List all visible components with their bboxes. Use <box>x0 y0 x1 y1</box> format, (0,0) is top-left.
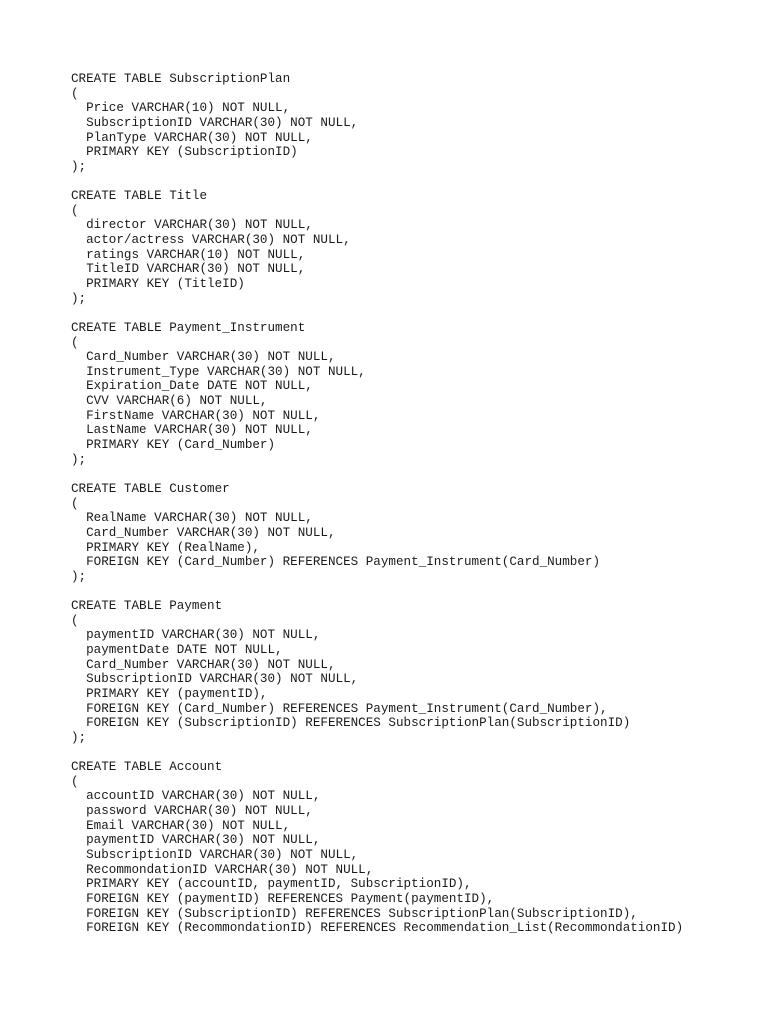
code-line: CREATE TABLE Account <box>71 760 223 775</box>
code-line: TitleID VARCHAR(30) NOT NULL, <box>71 262 306 277</box>
code-line: ( <box>71 613 79 628</box>
code-line: paymentDate DATE NOT NULL, <box>71 642 283 657</box>
code-line: PRIMARY KEY (accountID, paymentID, SubscriptionID), <box>71 877 472 892</box>
sql-code-block <box>71 72 683 936</box>
code-line <box>71 306 683 321</box>
code-line: RealName VARCHAR(30) NOT NULL, <box>71 511 313 526</box>
code-line: director VARCHAR(30) NOT NULL, <box>71 218 313 233</box>
code-line: RecommondationID VARCHAR(30) NOT NULL, <box>71 862 374 877</box>
code-line: ( <box>71 203 79 218</box>
code-line: ( <box>71 496 79 511</box>
code-line: PRIMARY KEY (paymentID), <box>71 686 268 701</box>
code-line <box>71 745 683 760</box>
code-line: FOREIGN KEY (Card_Number) REFERENCES Payment_Instrument(Card_Number), <box>71 701 608 716</box>
code-line: CREATE TABLE SubscriptionPlan <box>71 72 291 86</box>
code-line: Email VARCHAR(30) NOT NULL, <box>71 818 291 833</box>
code-line: Card_Number VARCHAR(30) NOT NULL, <box>71 657 336 672</box>
code-line: ( <box>71 86 79 101</box>
code-line: Instrument_Type VARCHAR(30) NOT NULL, <box>71 364 366 379</box>
code-line: FOREIGN KEY (RecommondationID) REFERENCES Recommendation_List(RecommondationID) <box>71 921 684 936</box>
code-line: SubscriptionID VARCHAR(30) NOT NULL, <box>71 672 359 687</box>
code-line: Expiration_Date DATE NOT NULL, <box>71 379 313 394</box>
code-line: FOREIGN KEY (SubscriptionID) REFERENCES SubscriptionPlan(SubscriptionID), <box>71 906 638 921</box>
code-line: Card_Number VARCHAR(30) NOT NULL, <box>71 525 336 540</box>
code-line: PRIMARY KEY (Card_Number) <box>71 438 276 453</box>
code-line: ); <box>71 159 87 174</box>
code-line: accountID VARCHAR(30) NOT NULL, <box>71 789 321 804</box>
code-line: ( <box>71 335 79 350</box>
code-line: CREATE TABLE Payment_Instrument <box>71 320 306 335</box>
code-line: paymentID VARCHAR(30) NOT NULL, <box>71 833 321 848</box>
code-line: PRIMARY KEY (SubscriptionID) <box>71 145 298 160</box>
code-line: CREATE TABLE Payment <box>71 599 223 614</box>
code-line: CREATE TABLE Title <box>71 189 208 204</box>
code-line: CREATE TABLE Customer <box>71 481 230 496</box>
code-line: ratings VARCHAR(10) NOT NULL, <box>71 247 306 262</box>
code-line: ); <box>71 569 87 584</box>
code-line: PRIMARY KEY (TitleID) <box>71 276 245 291</box>
code-line: FOREIGN KEY (SubscriptionID) REFERENCES SubscriptionPlan(SubscriptionID) <box>71 716 631 731</box>
code-line: password VARCHAR(30) NOT NULL, <box>71 804 313 819</box>
code-line: Card_Number VARCHAR(30) NOT NULL, <box>71 350 336 365</box>
code-line: paymentID VARCHAR(30) NOT NULL, <box>71 628 321 643</box>
code-line: actor/actress VARCHAR(30) NOT NULL, <box>71 233 351 248</box>
code-line <box>71 174 683 189</box>
code-line: ); <box>71 452 87 467</box>
code-line: ); <box>71 730 87 745</box>
code-line: FOREIGN KEY (paymentID) REFERENCES Payment(paymentID), <box>71 891 495 906</box>
code-line: FOREIGN KEY (Card_Number) REFERENCES Payment_Instrument(Card_Number) <box>71 555 601 570</box>
code-line: SubscriptionID VARCHAR(30) NOT NULL, <box>71 847 359 862</box>
code-line: CVV VARCHAR(6) NOT NULL, <box>71 394 268 409</box>
code-line: LastName VARCHAR(30) NOT NULL, <box>71 423 313 438</box>
code-line <box>71 584 683 599</box>
code-line: PRIMARY KEY (RealName), <box>71 540 260 555</box>
code-line <box>71 467 683 482</box>
code-line: Price VARCHAR(10) NOT NULL, <box>71 101 291 116</box>
code-line: SubscriptionID VARCHAR(30) NOT NULL, <box>71 115 359 130</box>
code-line: ( <box>71 774 79 789</box>
code-line: ); <box>71 291 87 306</box>
code-line: PlanType VARCHAR(30) NOT NULL, <box>71 130 313 145</box>
code-line: FirstName VARCHAR(30) NOT NULL, <box>71 408 321 423</box>
